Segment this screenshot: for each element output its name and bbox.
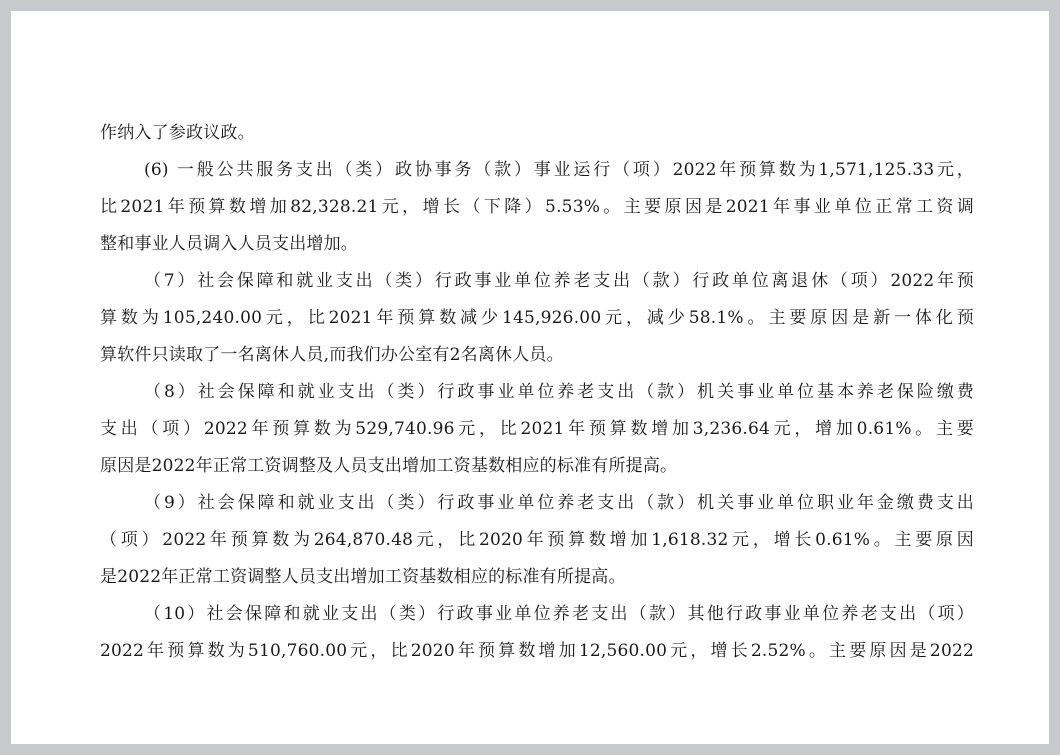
paragraph-10-line: 2022年预算数为510,760.00元，比2020年预算数增加12,560.00元，增长2.52%。主要原因是2022 [100, 641, 974, 661]
paragraph-7-line: 算软件只读取了一名离休人员,而我们办公室有2名离休人员。 [100, 345, 564, 365]
paragraph-8-line: 支出（项）2022年预算数为529,740.96元，比2021年预算数增加3,236.64元，增加0.61%。主要 [100, 419, 974, 439]
paragraph-10-line: （10）社会保障和就业支出（类）行政事业单位养老支出（款）其他行政事业单位养老支出（项） [144, 604, 974, 624]
paragraph-9-line: （项）2022年预算数为264,870.48元，比2020年预算数增加1,618.32元，增长0.61%。主要原因 [100, 530, 974, 550]
document-body [100, 115, 974, 670]
paragraph-6-line: 比2021年预算数增加82,328.21元，增长（下降）5.53%。主要原因是2021年事业单位正常工资调 [100, 197, 974, 217]
paragraph-8-line: （8）社会保障和就业支出（类）行政事业单位养老支出（款）机关事业单位基本养老保险缴费 [144, 382, 974, 402]
paragraph-9-line: 是2022年正常工资调整人员支出增加工资基数相应的标准有所提高。 [100, 567, 626, 587]
paragraph-7-line: 算数为105,240.00元，比2021年预算数减少145,926.00元，减少58.1%。主要原因是新一体化预 [100, 308, 974, 328]
paragraph-9-line: （9）社会保障和就业支出（类）行政事业单位养老支出（款）机关事业单位职业年金缴费支出 [144, 493, 974, 513]
text-line: 作纳入了参政议政。 [100, 123, 255, 143]
document-page [11, 11, 1049, 744]
paragraph-6-line: (6) 一般公共服务支出（类）政协事务（款）事业运行（项）2022年预算数为1,571,125.33元， [144, 160, 974, 180]
paragraph-8-line: 原因是2022年正常工资调整及人员支出增加工资基数相应的标准有所提高。 [100, 456, 678, 476]
paragraph-7-line: （7）社会保障和就业支出（类）行政事业单位养老支出（款）行政单位离退休（项）2022年预 [144, 271, 974, 291]
paragraph-6-line: 整和事业人员调入人员支出增加。 [100, 234, 358, 254]
